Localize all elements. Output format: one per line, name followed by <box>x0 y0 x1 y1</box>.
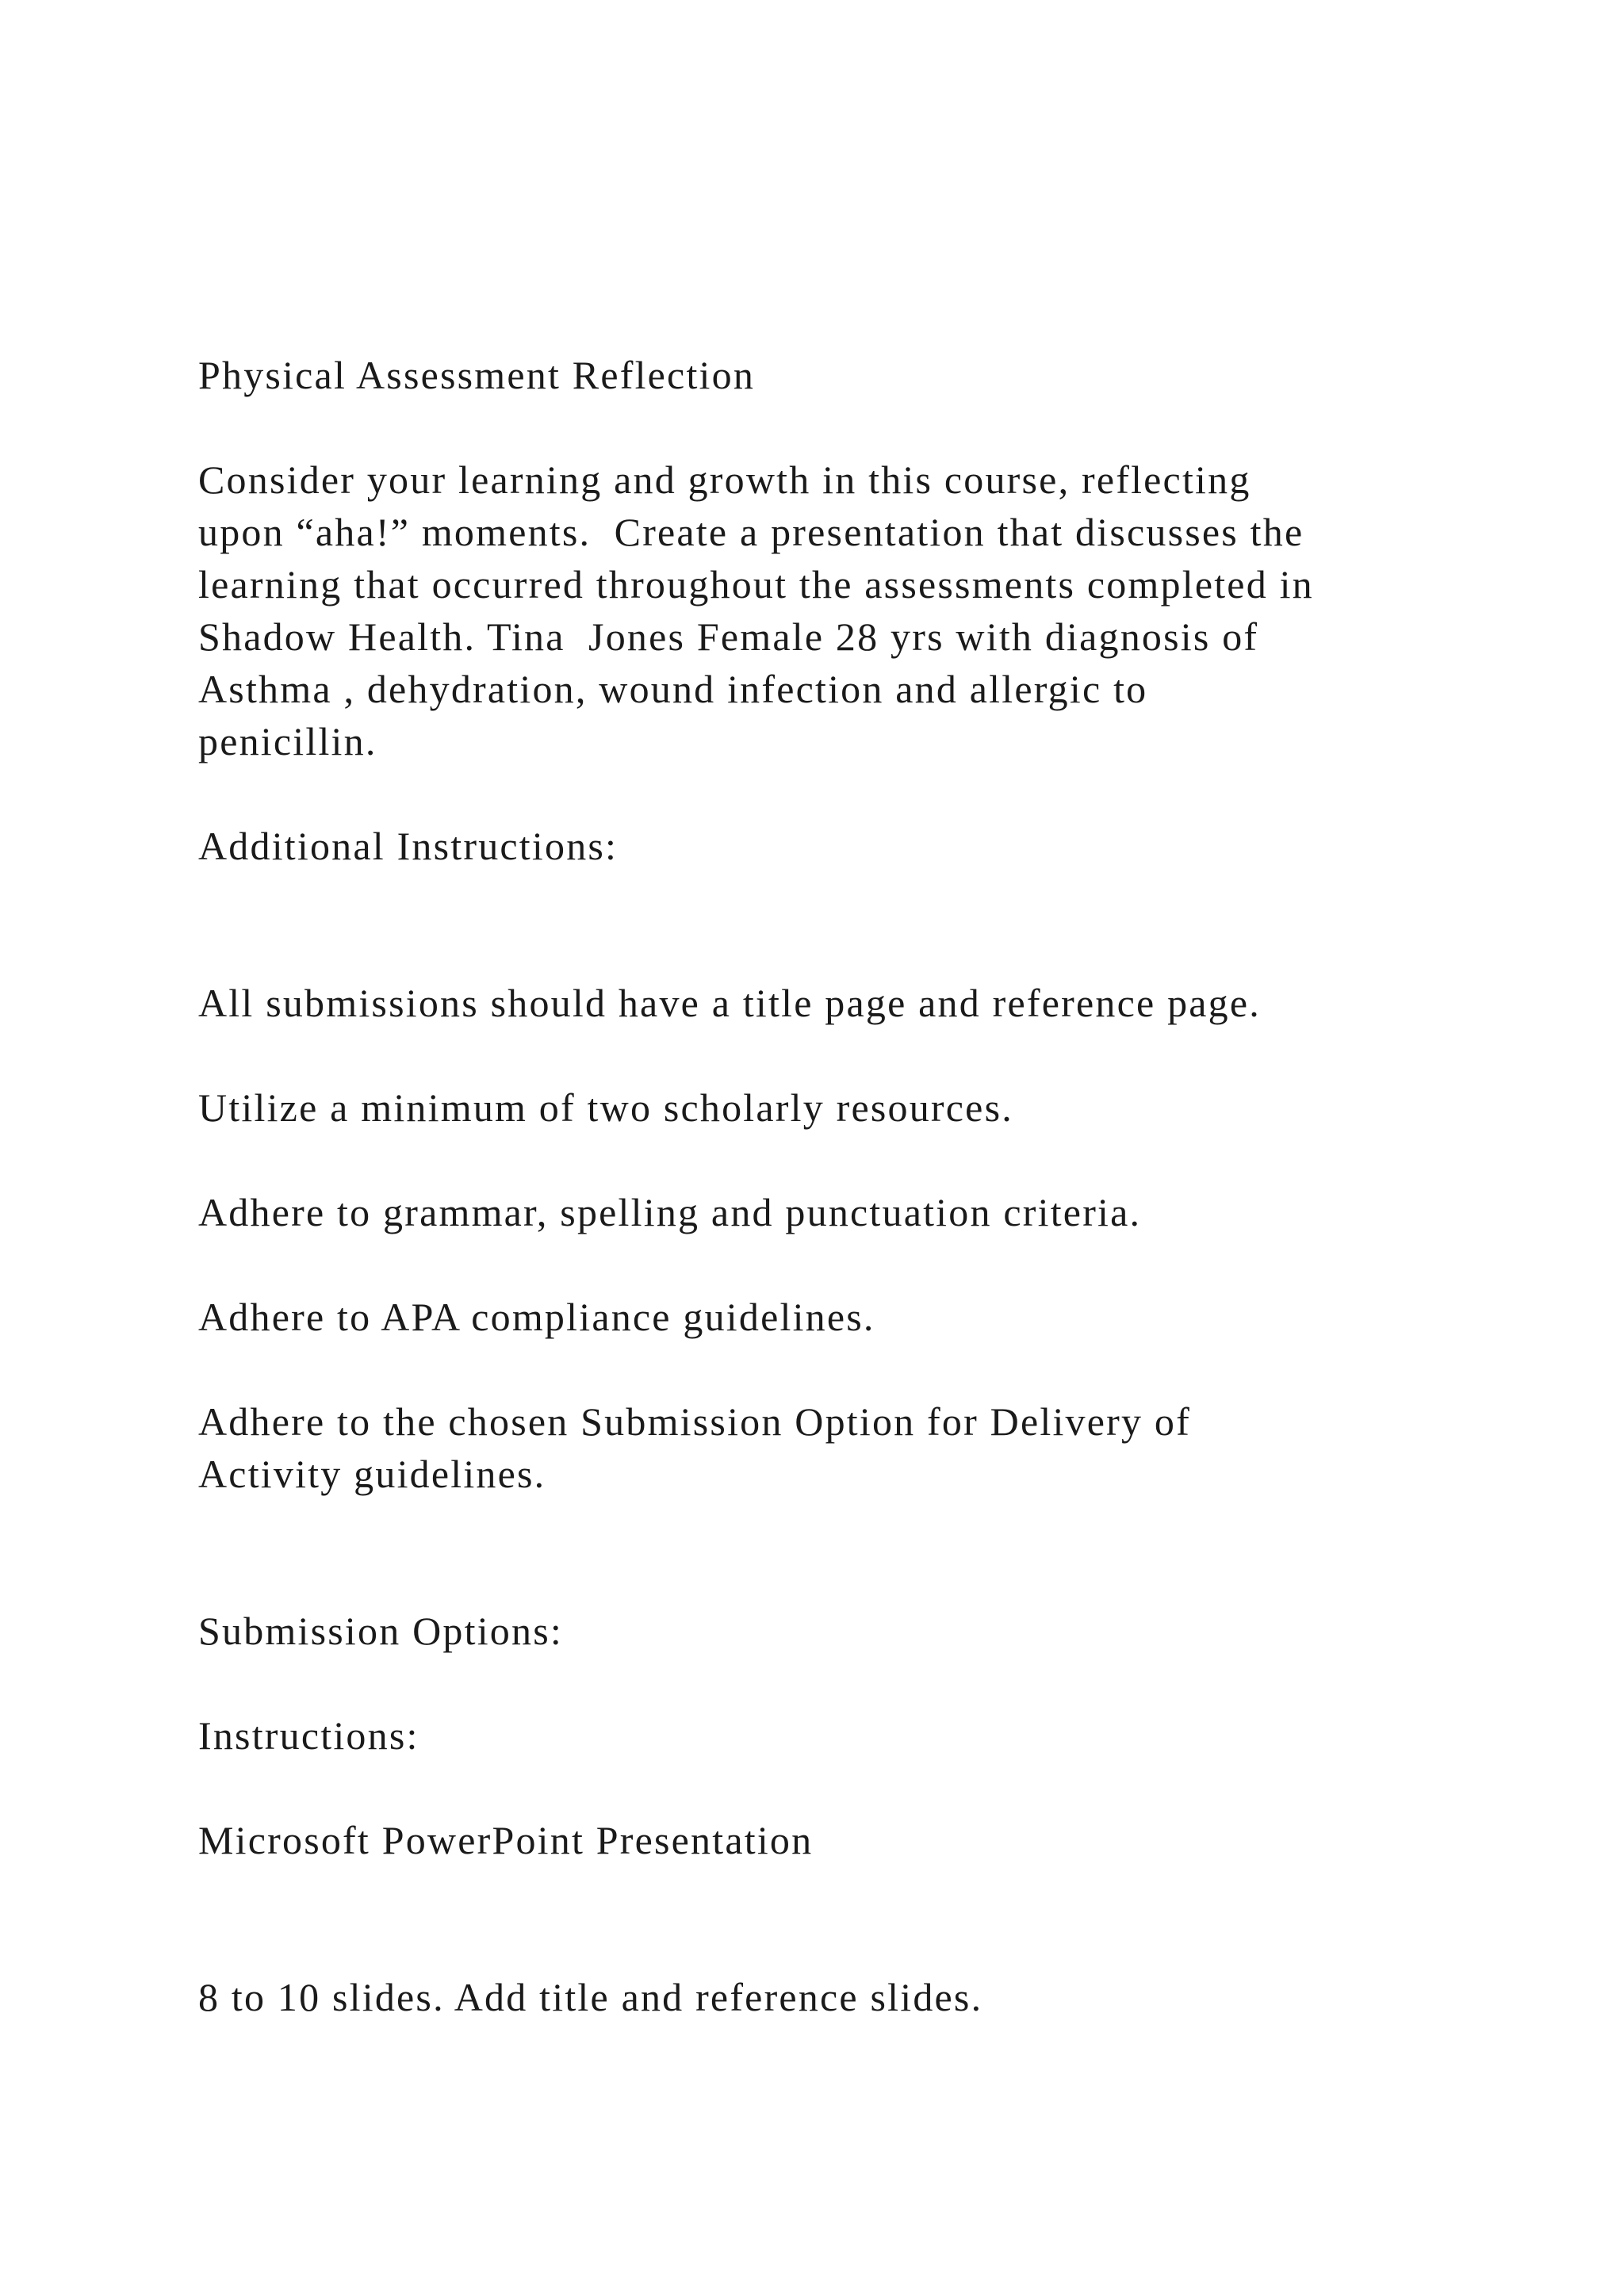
intro-paragraph: Consider your learning and growth in this course, reflecting upon “aha!” moments. Create a presentation that discusses the learning that occurred throughout the assessments completed in Shadow Health. Tina Jones Female 28 yrs with diagnosis of Asthma , dehydration, wound infection and allergic to penicillin. <box>198 457 1314 763</box>
document-body <box>198 349 1499 2023</box>
requirement-title-reference-page: All submissions should have a title page and reference page. <box>198 981 1261 1025</box>
submission-options-heading: Submission Options: <box>198 1609 563 1653</box>
requirement-scholarly-resources: Utilize a minimum of two scholarly resources. <box>198 1085 1013 1130</box>
requirement-grammar: Adhere to grammar, spelling and punctuation criteria. <box>198 1190 1142 1234</box>
slides-note: 8 to 10 slides. Add title and reference slides. <box>198 1975 983 2019</box>
instructions-heading: Instructions: <box>198 1713 419 1758</box>
presentation-format: Microsoft PowerPoint Presentation <box>198 1818 814 1862</box>
document-title: Physical Assessment Reflection <box>198 353 756 397</box>
requirement-apa: Adhere to APA compliance guidelines. <box>198 1295 875 1339</box>
additional-instructions-heading: Additional Instructions: <box>198 824 619 868</box>
requirement-submission-option: Adhere to the chosen Submission Option for Delivery of Activity guidelines. <box>198 1399 1191 1496</box>
